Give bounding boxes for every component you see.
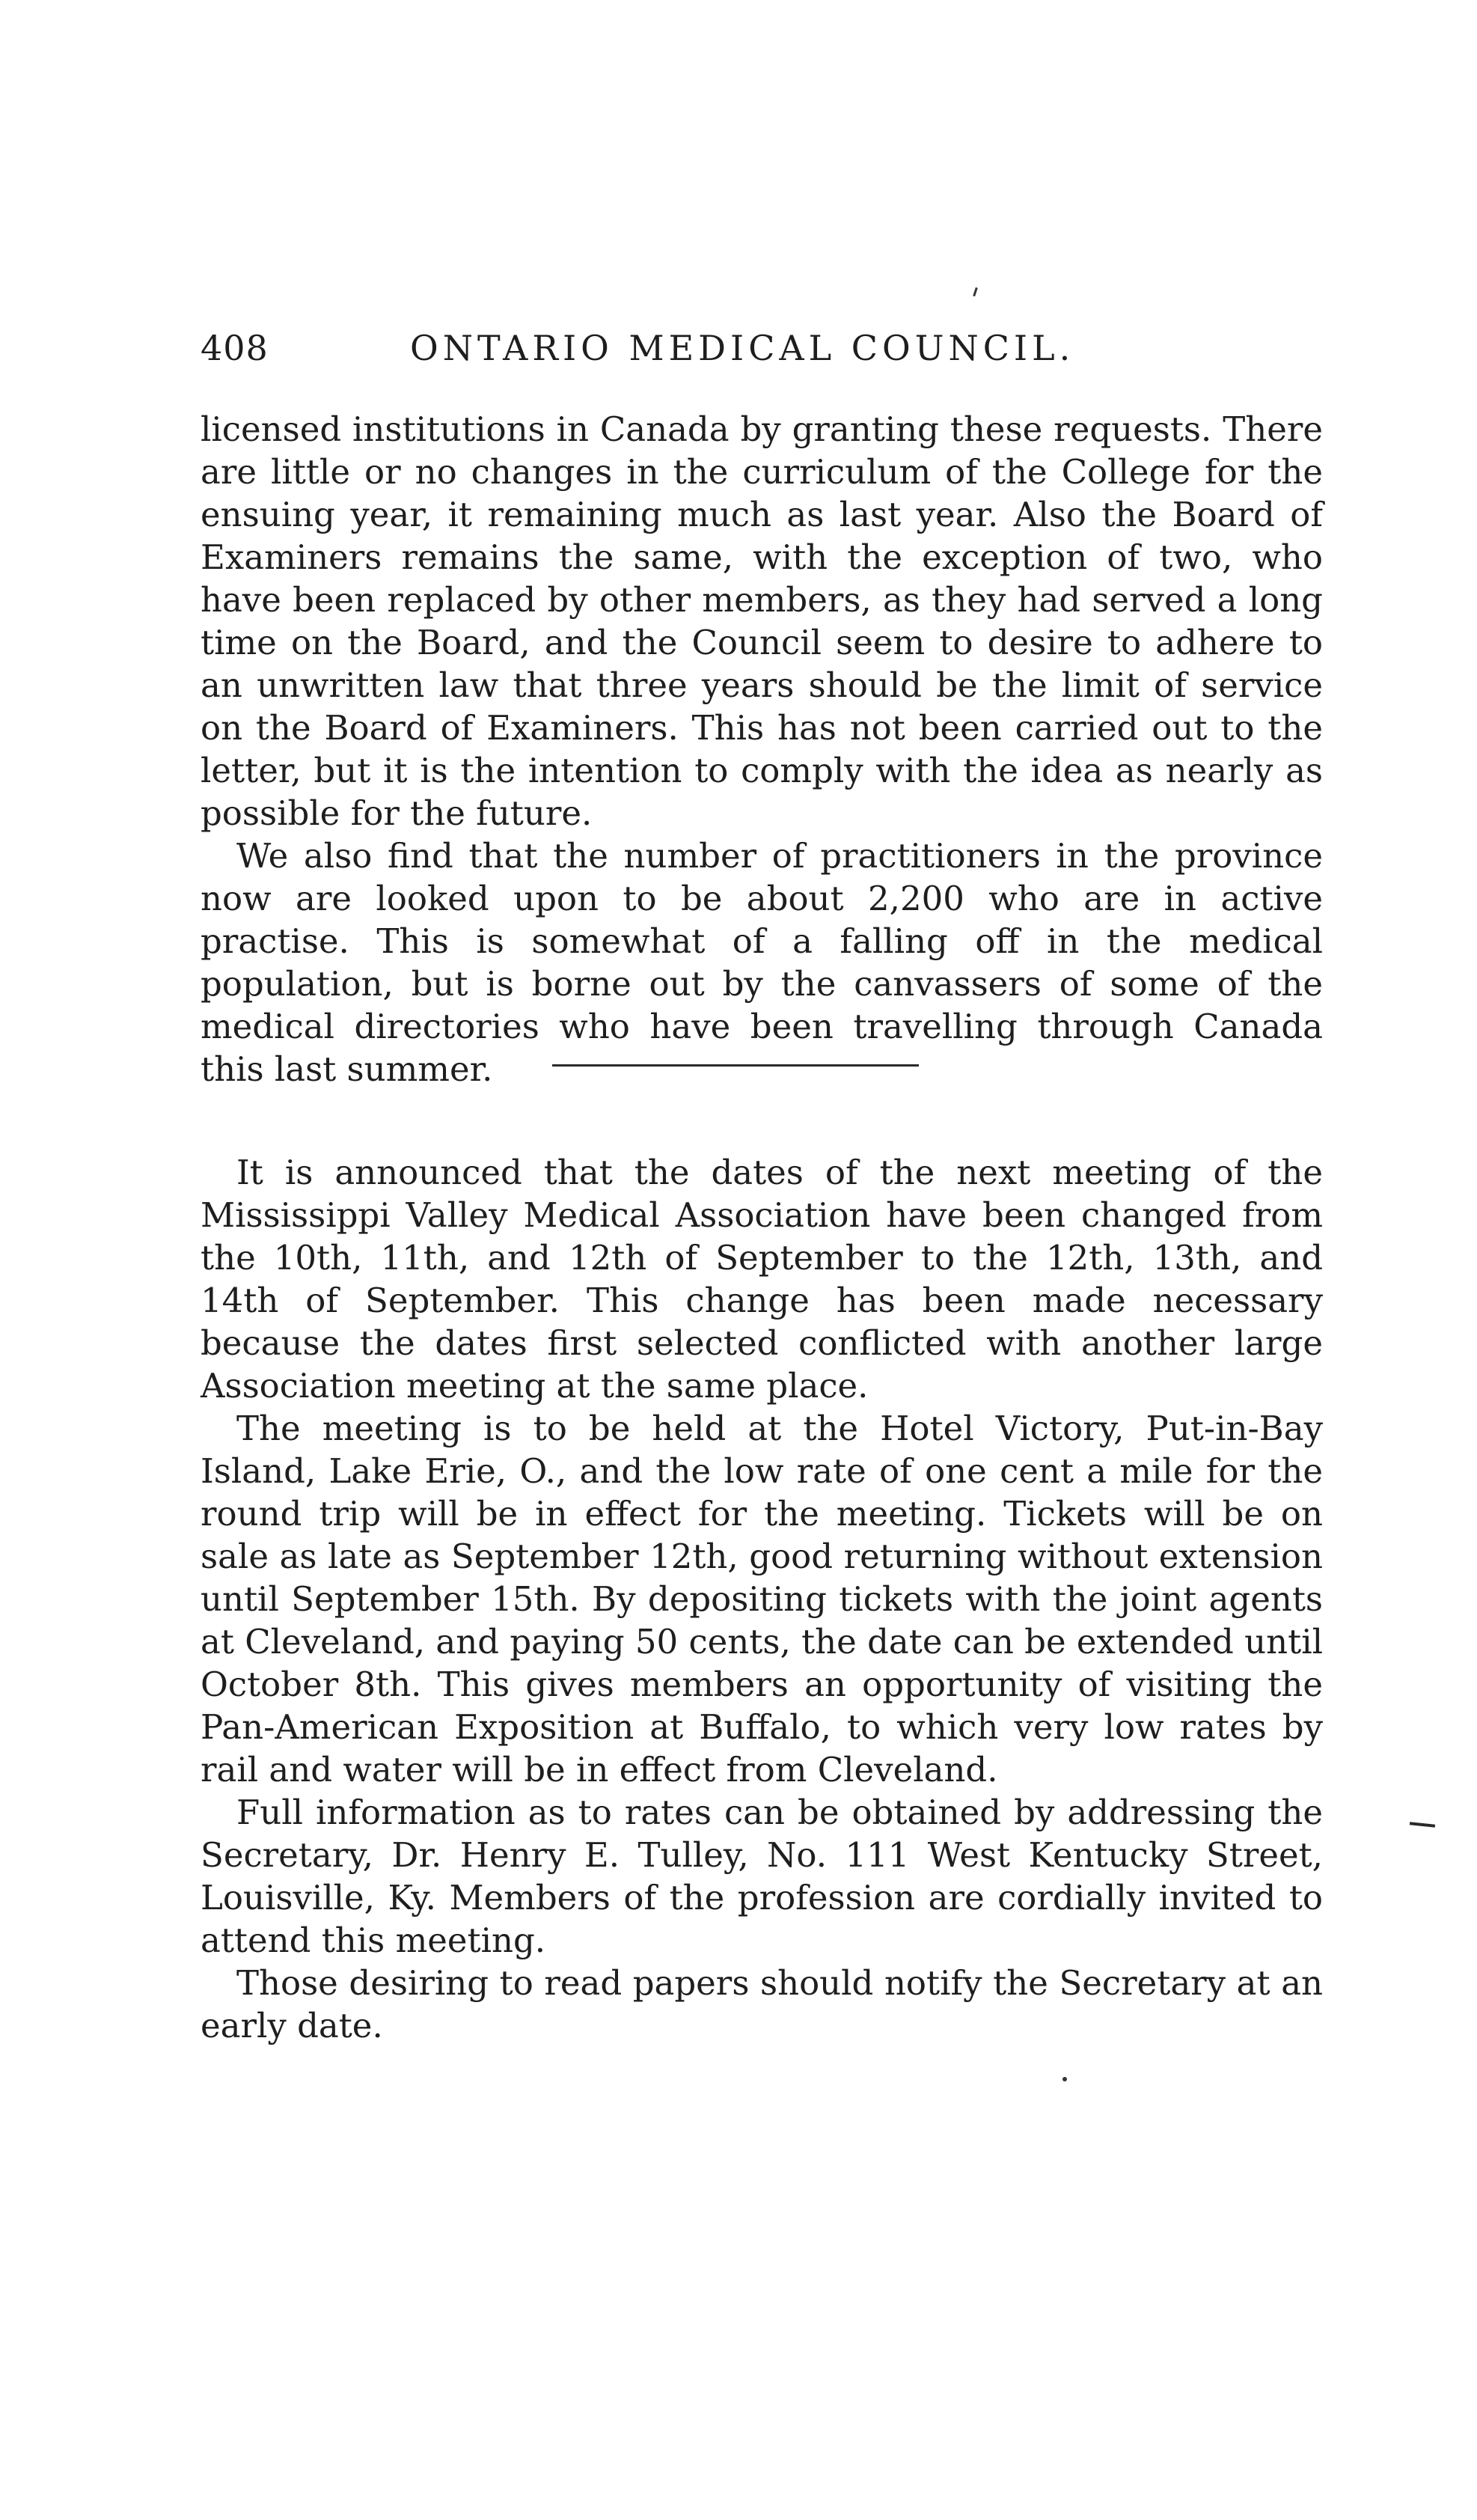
- page-number: 408: [201, 328, 269, 368]
- section-divider: [552, 1064, 919, 1067]
- paragraph: Those desiring to read papers should notify the Secretary at an early date.: [201, 1963, 1323, 2045]
- margin-mark: [1410, 1822, 1435, 1828]
- association-announcement: [201, 1151, 1323, 2047]
- running-head: ONTARIO MEDICAL COUNCIL.: [410, 328, 1075, 368]
- paragraph: The meeting is to be held at the Hotel Victory, Put-in-Bay Island, Lake Erie, O., and the low rate of one cent a mile for the round trip will be in effect for the meeting. Tickets will be on sale as late as September 12th, good returning without extension until September 15th. By depositing tickets with the joint agents at Cleveland, and paying 50 cents, the date can be extended until October 8th. This gives members an opportunity of visiting the Pan-American Exposition at Buffalo, to which very low rates by rail and water will be in effect from Cleveland.: [201, 1409, 1323, 1790]
- print-mark: [973, 287, 978, 296]
- paragraph: It is announced that the dates of the next meeting of the Mississippi Valley Medical Association have been changed from the 10th, 11th, and 12th of September to the 12th, 13th, and 14th of September. This change has been made necessary because the dates first selected conflicted with another large Association meeting at the same place.: [201, 1153, 1323, 1406]
- print-speck: [1062, 2077, 1067, 2081]
- paragraph: Full information as to rates can be obtained by addressing the Secretary, Dr. Henry E. Tulley, No. 111 West Kentucky Street, Louisville, Ky. Members of the profession are cordially invited to attend this meeting.: [201, 1793, 1323, 1960]
- paragraph: We also find that the number of practitioners in the province now are looked upon to be about 2,200 who are in active practise. This is somewhat of a falling off in the medical population, but is borne out by the canvassers of some of the medical directories who have been travelling through Canada this last summer.: [201, 836, 1323, 1089]
- paragraph: licensed institutions in Canada by granting these requests. There are little or no changes in the curriculum of the College for the ensuing year, it remaining much as last year. Also the Board of Examiners remains the same, with the exception of two, who have been replaced by other members, as they had served a long time on the Board, and the Council seem to desire to adhere to an unwritten law that three years should be the limit of service on the Board of Examiners. This has not been carried out to the letter, but it is the intention to comply with the idea as nearly as possible for the future.: [201, 409, 1323, 833]
- page-header: [201, 328, 1323, 380]
- council-report-continuation: [201, 408, 1323, 1090]
